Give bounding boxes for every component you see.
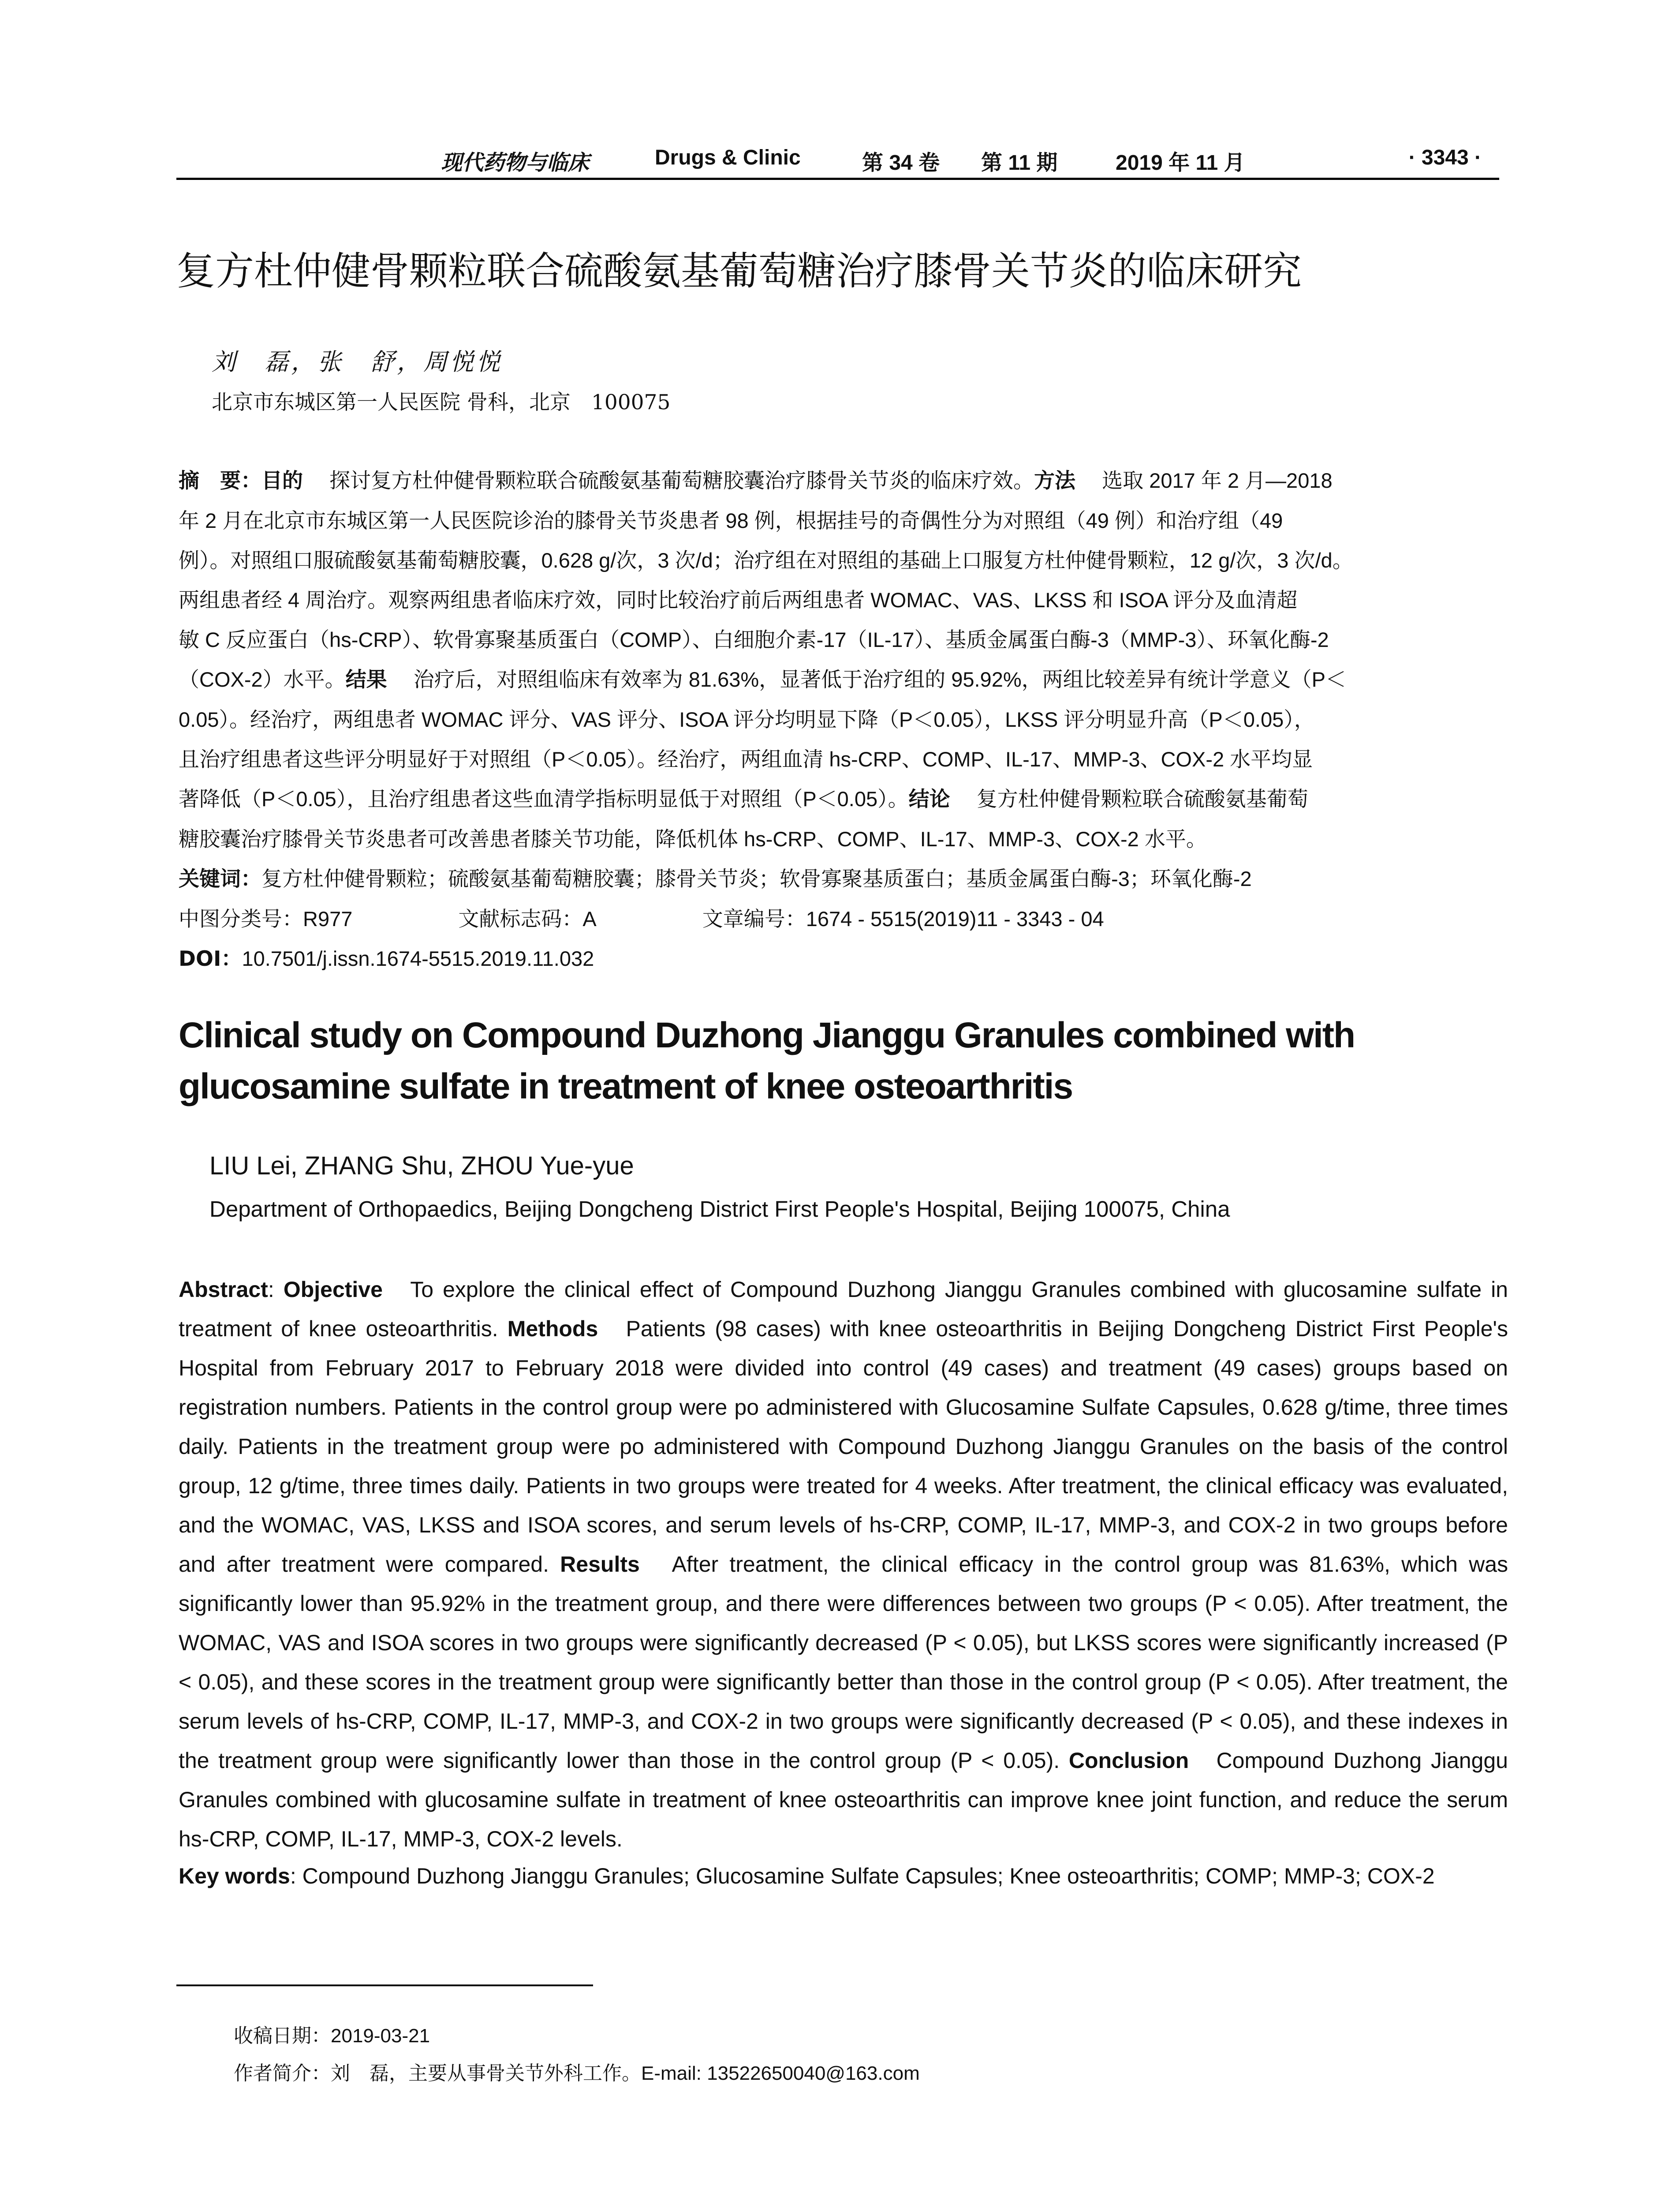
abstract-en xyxy=(179,1270,1508,1859)
issue-date: 2019 年 11 月 xyxy=(1116,151,1245,175)
paper-title-cn: 复方杜仲健骨颗粒联合硫酸氨基葡萄糖治疗膝骨关节炎的临床研究 xyxy=(176,249,1302,293)
abstract-en-body: Abstract: Objective To explore the clinical effect of Compound Duzhong Jianggu Granules combined with glucosamine sulfate in treatment of knee osteoarthritis. Methods Patients (98 cases) with knee osteoarthritis in Beijing Dongcheng District First People's Hospital from February 2017 to February 2018 were divided into control (49 cases) and treatment (49 cases) groups based on registration numbers. Patients in the control group were po administered with Glucosamine Sulfate Capsules, 0.628 g/time, three times daily. Patients in the treatment group were po administered with Compound Duzhong Jianggu Granules on the basis of the control group, 12 g/time, three times daily. Patients in two groups were treated for 4 weeks. After treatment, the clinical efficacy was evaluated, and the WOMAC, VAS, LKSS and ISOA scores, and serum levels of hs-CRP, COMP, IL-17, MMP-3, and COX-2 in two groups before and after treatment were compared. Results After treatment, the clinical efficacy in the control group was 81.63%, which was significantly lower than 95.92% in the treatment group, and there were differences between two groups (P < 0.05). After treatment, the WOMAC, VAS and ISOA scores in two groups were significantly decreased (P < 0.05), but LKSS scores were significantly increased (P < 0.05), and these scores in the treatment group were significantly better than those in the control group (P < 0.05). After treatment, the serum levels of hs-CRP, COMP, IL-17, MMP-3, and COX-2 in two groups were significantly decreased (P < 0.05), and these indexes in the treatment group were significantly lower than those in the control group (P < 0.05). Conclusion Compound Duzhong Jianggu Granules combined with glucosamine sulfate in treatment of knee osteoarthritis can improve knee joint function, and reduce the serum hs-CRP, COMP, IL-17, MMP-3, COX-2 levels. xyxy=(179,1277,1508,1851)
conclusion-text-en: Compound Duzhong Jianggu Granules combined with glucosamine sulfate in treatment of knee osteoarthritis can improve knee joint function, and reduce the serum hs-CRP, COMP, IL-17, MMP-3, COX-2 levels. xyxy=(179,1748,1508,1851)
paper-title-en: Clinical study on Compound Duzhong Jianggu Granules combined with glucosamine sulfate in treatment of knee osteoarthritis xyxy=(179,1015,1355,1106)
methods-text-en: Patients (98 cases) with knee osteoarthritis in Beijing Dongcheng District First People's Hospital from February 2017 to February 2018 were divided into control (49 cases) and treatment (49 cases) groups based on registration numbers. Patients in the control group were po administered with Glucosamine Sulfate Capsules, 0.628 g/time, three times daily. Patients in the treatment group were po administered with Compound Duzhong Jianggu Granules on the basis of the control group, 12 g/time, three times daily. Patients in two groups were treated for 4 weeks. After treatment, the clinical efficacy was evaluated, and the WOMAC, VAS, LKSS and ISOA scores, and serum levels of hs-CRP, COMP, IL-17, MMP-3, and COX-2 in two groups before and after treatment were compared. xyxy=(179,1316,1508,1577)
affiliation-en: Department of Orthopaedics, Beijing Dongcheng District First People's Hospital, Beijing 100075, China xyxy=(209,1196,1230,1222)
abstract-cn-line: 敏 C 反应蛋白（hs-CRP）、软骨寡聚基质蛋白（COMP）、白细胞介素-17（IL-17）、基质金属蛋白酶-3（MMP-3）、环氧化酶-2 xyxy=(179,628,1329,651)
author-intro: 作者简介：刘 磊，主要从事骨关节外科工作。E-mail: 13522650040@163.com xyxy=(234,2063,920,2084)
authors-en: LIU Lei, ZHANG Shu, ZHOU Yue-yue xyxy=(209,1151,634,1180)
keywords-en: Key words: Compound Duzhong Jianggu Granules; Glucosamine Sulfate Capsules; Knee osteoarthritis; COMP; MMP-3; COX-2 xyxy=(179,1864,1435,1888)
abstract-label-en: Abstract xyxy=(179,1277,268,1302)
abstract-cn-line: 年 2 月在北京市东城区第一人民医院诊治的膝骨关节炎患者 98 例，根据挂号的奇偶性分为对照组（49 例）和治疗组（49 xyxy=(179,509,1283,532)
abstract-cn-line: 0.05）。经治疗，两组患者 WOMAC 评分、VAS 评分、ISOA 评分均明显下降（P＜0.05），LKSS 评分明显升高（P＜0.05）， xyxy=(179,708,1315,731)
abstract-cn-line: 且治疗组患者这些评分明显好于对照组（P＜0.05）。经治疗，两组血清 hs-CRP、COMP、IL-17、MMP-3、COX-2 水平均显 xyxy=(179,747,1313,771)
abstract-cn xyxy=(179,461,1508,979)
abstract-cn-line: 著降低（P＜0.05），且治疗组患者这些血清学指标明显低于对照组（P＜0.05）。结论 复方杜仲健骨颗粒联合硫酸氨基葡萄 xyxy=(179,787,1308,811)
abstract-cn-line: 摘 要：目的 探讨复方杜仲健骨颗粒联合硫酸氨基葡萄糖胶囊治疗膝骨关节炎的临床疗效。方法 选取 2017 年 2 月—2018 xyxy=(179,469,1333,493)
conclusion-label-cn: 结论 xyxy=(908,787,950,811)
keywords-cn: 关键词：复方杜仲健骨颗粒；硫酸氨基葡萄糖胶囊；膝骨关节炎；软骨寡聚基质蛋白；基质金属蛋白酶-3；环氧化酶-2 xyxy=(179,867,1252,891)
doi-line xyxy=(179,939,1508,979)
clc-number: 中图分类号：R977 xyxy=(179,907,353,931)
header-rule xyxy=(176,178,1499,180)
received-date: 收稿日期：2019-03-21 xyxy=(234,2025,430,2047)
results-label-cn: 结果 xyxy=(345,668,387,692)
journal-name-en: Drugs & Clinic xyxy=(655,146,801,169)
running-header xyxy=(176,137,1499,176)
authors-cn: 刘 磊，张 舒，周悦悦 xyxy=(212,348,503,376)
classification-line xyxy=(179,899,1508,939)
article-number: 文章编号：1674 - 5515(2019)11 - 3343 - 04 xyxy=(702,907,1104,931)
objective-label-cn: 目的 xyxy=(261,469,303,493)
abstract-cn-line: （COX-2）水平。结果 治疗后，对照组临床有效率为 81.63%，显著低于治疗组的 95.92%，两组比较差异有统计学意义（P＜ xyxy=(179,668,1346,692)
abstract-cn-line: 糖胶囊治疗膝骨关节炎患者可改善患者膝关节功能，降低机体 hs-CRP、COMP、IL-17、MMP-3、COX-2 水平。 xyxy=(179,827,1207,851)
abstract-label-cn: 摘 要： xyxy=(179,469,261,493)
journal-name-cn: 现代药物与临床 xyxy=(441,150,590,175)
results-text-en: After treatment, the clinical efficacy in the control group was 81.63%, which was significantly lower than 95.92% in the treatment group, and there were differences between two groups (P < 0.05). After treatment, the WOMAC, VAS and ISOA scores in two groups were significantly decreased (P < 0.05), but LKSS scores were significantly increased (P < 0.05), and these scores in the treatment group were significantly better than those in the control group (P < 0.05). After treatment, the serum levels of hs-CRP, COMP, IL-17, MMP-3, and COX-2 in two groups were significantly decreased (P < 0.05), and these indexes in the treatment group were significantly lower than those in the control group (P < 0.05). xyxy=(179,1552,1508,1773)
doi-link[interactable]: 10.7501/j.issn.1674-5515.2019.11.032 xyxy=(242,947,594,970)
volume: 第 34 卷 xyxy=(862,151,940,175)
abstract-cn-line: 两组患者经 4 周治疗。观察两组患者临床疗效，同时比较治疗前后两组患者 WOMAC、VAS、LKSS 和 ISOA 评分及血清超 xyxy=(179,588,1298,612)
keywords-label-cn: 关键词： xyxy=(179,867,261,891)
page-number: · 3343 · xyxy=(1408,146,1482,169)
issue: 第 11 期 xyxy=(981,151,1058,175)
methods-label-cn: 方法 xyxy=(1034,469,1076,493)
methods-label-en: Methods xyxy=(507,1316,598,1341)
conclusion-label-en: Conclusion xyxy=(1068,1748,1189,1773)
affiliation-cn: 北京市东城区第一人民医院 骨科，北京 100075 xyxy=(212,390,671,415)
objective-label-en: Objective xyxy=(283,1277,383,1302)
objective-text-en: To explore the clinical effect of Compound Duzhong Jianggu Granules combined with glucosamine sulfate in treatment of knee osteoarthritis. xyxy=(179,1277,1508,1341)
doi-label: DOI： xyxy=(179,947,242,971)
results-label-en: Results xyxy=(560,1552,640,1577)
keywords-label-en: Key words xyxy=(179,1864,290,1888)
document-code: 文献标志码：A xyxy=(458,907,597,931)
footnote-rule xyxy=(176,1984,593,1986)
abstract-cn-line: 例）。对照组口服硫酸氨基葡萄糖胶囊，0.628 g/次，3 次/d；治疗组在对照组的基础上口服复方杜仲健骨颗粒，12 g/次，3 次/d。 xyxy=(179,549,1353,572)
